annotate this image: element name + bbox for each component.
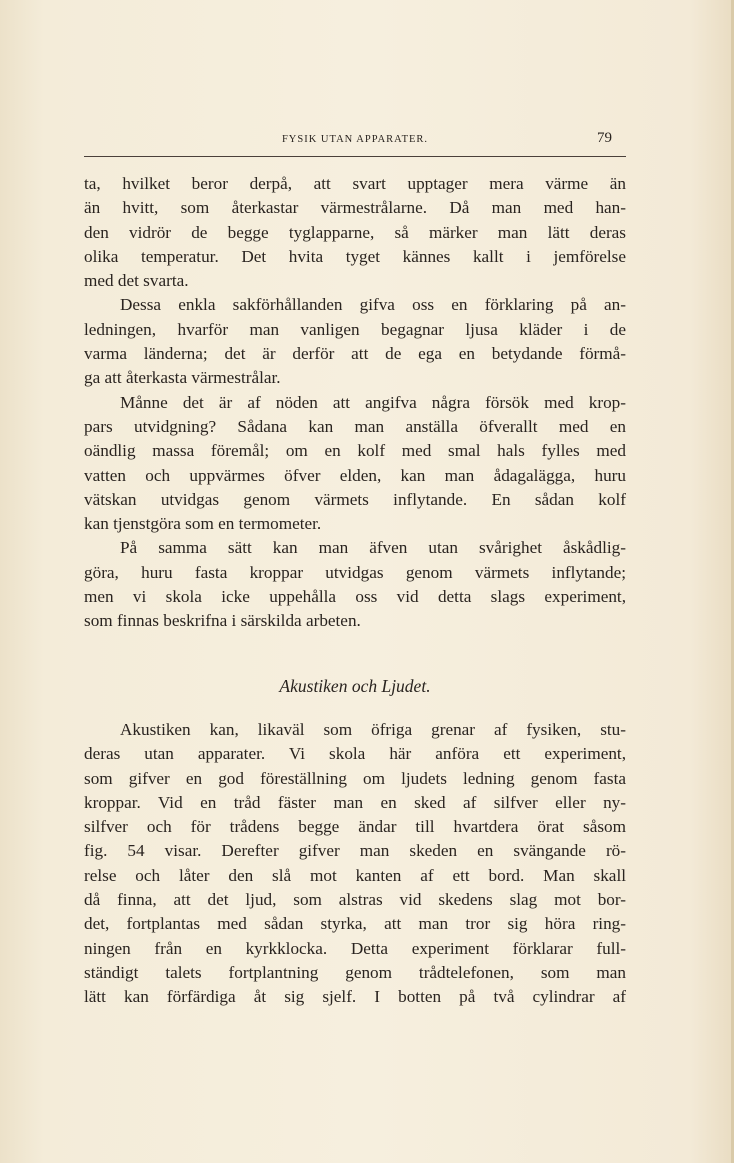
text-line: pars utvidgning? Sådana kan man anställa öfverallt med en: [84, 416, 626, 436]
text-line: som gifver en god föreställning om ljudets ledning genom fasta: [84, 768, 626, 788]
section-heading: Akustiken och Ljudet.: [279, 676, 431, 696]
text-line: ta, hvilket beror derpå, att svart upptager mera värme än: [84, 174, 626, 193]
text-line: kroppar. Vid en tråd fäster man en sked af silfver eller ny-: [84, 792, 626, 812]
text-line: oändlig massa föremål; om en kolf med smal hals fylles med: [84, 441, 626, 461]
text-line: ningen från en kyrkklocka. Detta experiment förklarar full-: [84, 938, 626, 958]
text-line: då finna, att det ljud, som alstras vid skedens slag mot bor-: [84, 890, 626, 910]
text-line: än hvitt, som återkastar värmestrålarne. Då man med han-: [84, 198, 626, 218]
text-line: vatten och uppvärmes öfver elden, kan man ådagalägga, huru: [84, 465, 626, 485]
text-line: silfver och för trådens begge ändar till hvartdera örat såsom: [84, 817, 626, 837]
page-number: 79: [597, 130, 612, 146]
text-line: fig. 54 visar. Derefter gifver man skeden en svängande rö-: [84, 841, 626, 861]
text-line: göra, huru fasta kroppar utvidgas genom värmets inflytande;: [84, 562, 626, 582]
text-line: relse och låter den slå mot kanten af ett bord. Man skall: [84, 865, 626, 885]
text-line: den vidrör de begge tyglapparne, så märker man lätt deras: [84, 222, 626, 242]
text-line: vätskan utvidgas genom värmets inflytande. En sådan kolf: [84, 489, 626, 509]
text-line: Månne det är af nöden att angifva några försök med krop-: [120, 392, 626, 412]
text-line: varma länderna; det är derför att de ega en betydande förmå-: [84, 344, 626, 364]
text-line: deras utan apparater. Vi skola här anföra ett experiment,: [84, 744, 626, 764]
text-line: Akustiken kan, likaväl som öfriga grenar af fysiken, stu-: [120, 720, 626, 739]
text-line: som finnas beskrifna i särskilda arbeten.: [84, 611, 361, 631]
text-line: ständigt talets fortplantning genom trådtelefonen, som man: [84, 962, 626, 982]
text-line: ga att återkasta värmestrålar.: [84, 368, 281, 388]
text-line: med det svarta.: [84, 271, 189, 291]
running-header: [84, 126, 626, 157]
text-line: kan tjenstgöra som en termometer.: [84, 514, 322, 534]
text-line: Dessa enkla sakförhållanden gifva oss en förklaring på an-: [120, 295, 626, 315]
body-text-section-2: [84, 718, 626, 1010]
text-line: På samma sätt kan man äfven utan svårighet åskådlig-: [120, 538, 626, 558]
body-text-section-1: [84, 172, 626, 634]
running-title: FYSIK UTAN APPARATER.: [281, 134, 429, 145]
text-line: ledningen, hvarför man vanligen begagnar ljusa kläder i de: [84, 319, 626, 339]
text-line: lätt kan förfärdiga åt sig sjelf. I botten på två cylindrar af: [84, 987, 626, 1007]
text-line: men vi skola icke uppehålla oss vid detta slags experiment,: [84, 587, 626, 607]
text-line: det, fortplantas med sådan styrka, att man tror sig höra ring-: [84, 914, 626, 934]
text-line: olika temperatur. Det hvita tyget kännes kallt i jemförelse: [84, 246, 626, 266]
